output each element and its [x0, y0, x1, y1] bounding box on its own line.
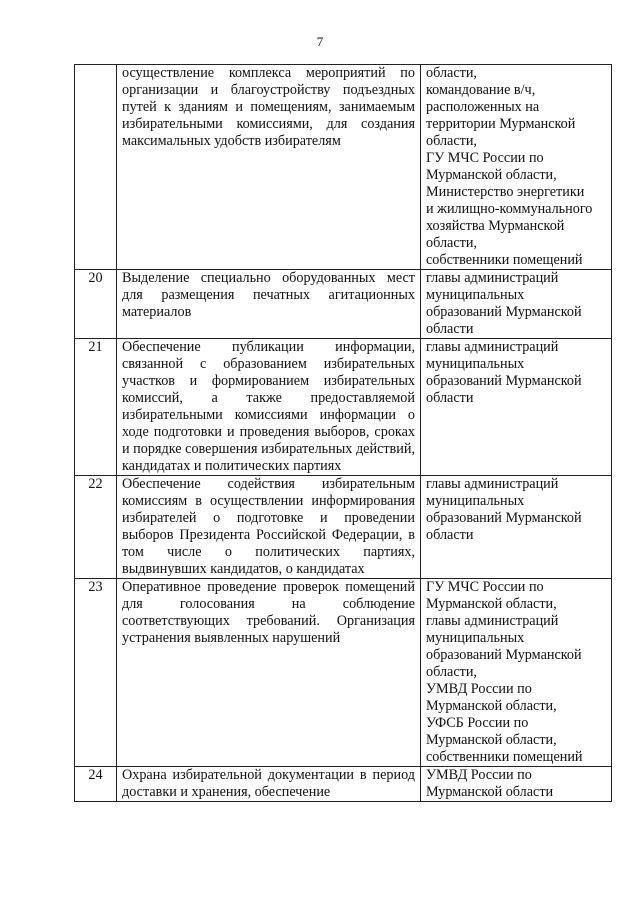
- event-description: Оперативное проведение проверок помещений для голосования на соблюдение соответствующих требований. Организация устранения выявленных нарушений: [117, 579, 421, 767]
- row-number: 21: [75, 339, 117, 476]
- event-description: осуществление комплекса мероприятий по организации и благоустройству подъездных путей к зданиям и помещениям, занимаемым избирательными комиссиями, для создания максимальных удобств избирателям: [117, 65, 421, 270]
- events-table-body: [75, 65, 612, 802]
- responsible-line: образований Мурманской: [426, 304, 582, 320]
- responsible-line: главы администраций: [426, 270, 559, 286]
- responsible-line: образований Мурманской: [426, 647, 582, 663]
- responsible-parties: [421, 339, 612, 476]
- responsible-line: ГУ МЧС России по: [426, 150, 544, 166]
- responsible-parties: [421, 476, 612, 579]
- event-description: Выделение специально оборудованных мест для размещения печатных агитационных материалов: [117, 270, 421, 339]
- responsible-line: главы администраций: [426, 613, 559, 629]
- responsible-line: муниципальных: [426, 630, 525, 646]
- responsible-line: муниципальных: [426, 287, 525, 303]
- responsible-line: командование в/ч,: [426, 82, 536, 98]
- responsible-line: хозяйства Мурманской: [426, 218, 565, 234]
- responsible-line: территории Мурманской: [426, 116, 576, 132]
- table-row: [75, 579, 612, 767]
- responsible-line: образований Мурманской: [426, 510, 582, 526]
- responsible-line: Мурманской области,: [426, 732, 557, 748]
- responsible-line: Мурманской области,: [426, 596, 557, 612]
- responsible-line: расположенных на: [426, 99, 540, 115]
- responsible-parties: [421, 767, 612, 802]
- responsible-line: и жилищно-коммунального: [426, 201, 593, 217]
- responsible-line: собственники помещений: [426, 749, 583, 765]
- responsible-line: муниципальных: [426, 356, 525, 372]
- responsible-line: главы администраций: [426, 476, 559, 492]
- responsible-line: Мурманской области,: [426, 698, 557, 714]
- row-number: 23: [75, 579, 117, 767]
- responsible-line: муниципальных: [426, 493, 525, 509]
- table-row: [75, 339, 612, 476]
- page-number: 7: [316, 34, 324, 49]
- events-table: [74, 64, 612, 802]
- table-row: [75, 476, 612, 579]
- responsible-line: главы администраций: [426, 339, 559, 355]
- responsible-line: области,: [426, 235, 477, 251]
- responsible-line: области,: [426, 664, 477, 680]
- responsible-line: области,: [426, 133, 477, 149]
- row-number: 22: [75, 476, 117, 579]
- responsible-line: Министерство энергетики: [426, 184, 585, 200]
- row-number: [75, 65, 117, 270]
- responsible-line: Мурманской области,: [426, 167, 557, 183]
- responsible-line: ГУ МЧС России по: [426, 579, 544, 595]
- table-row: [75, 767, 612, 802]
- table-row: [75, 270, 612, 339]
- responsible-parties: [421, 65, 612, 270]
- responsible-line: области: [426, 390, 474, 406]
- responsible-line: Мурманской области: [426, 784, 554, 800]
- event-description: Охрана избирательной документации в период доставки и хранения, обеспечение: [117, 767, 421, 802]
- table-row: [75, 65, 612, 270]
- responsible-line: области: [426, 321, 474, 337]
- responsible-parties: [421, 270, 612, 339]
- row-number: 20: [75, 270, 117, 339]
- responsible-line: образований Мурманской: [426, 373, 582, 389]
- responsible-parties: [421, 579, 612, 767]
- responsible-line: области: [426, 527, 474, 543]
- event-description: Обеспечение содействия избирательным комиссиям в осуществлении информирования избирателей о подготовке и проведении выборов Президента Российской Федерации, в том числе о политических партиях, выдвинувших кандидатов, о кандидатах: [117, 476, 421, 579]
- event-description: Обеспечение публикации информации, связанной с образованием избирательных участков и формированием избирательных комиссий, а также предоставляемой избирательными комиссиями информации о ходе подготовки и проведения выборов, сроках и порядке совершения избирательных действий, кандидатах и политических партиях: [117, 339, 421, 476]
- responsible-line: области,: [426, 65, 477, 81]
- responsible-line: собственники помещений: [426, 252, 583, 268]
- responsible-line: УМВД России по: [426, 767, 532, 783]
- row-number: 24: [75, 767, 117, 802]
- responsible-line: УМВД России по: [426, 681, 532, 697]
- responsible-line: УФСБ России по: [426, 715, 529, 731]
